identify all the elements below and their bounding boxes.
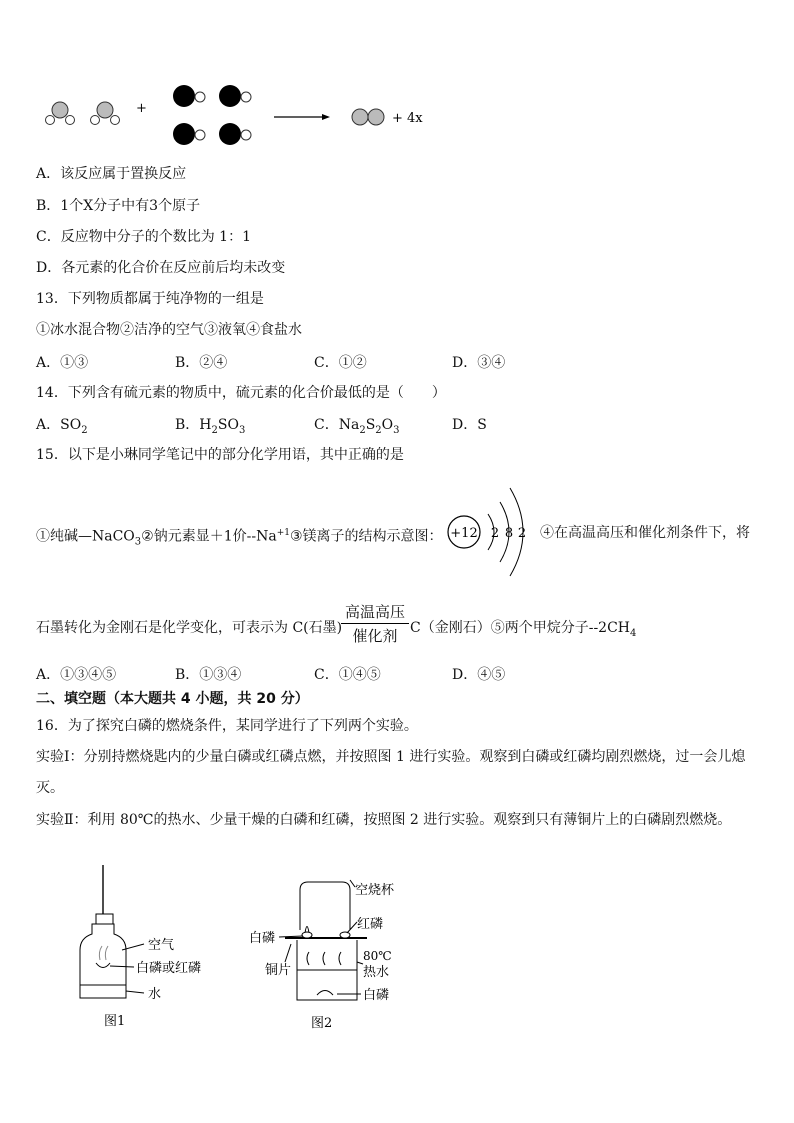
- fig2-label-red: 红磷: [357, 917, 384, 932]
- exp1-line1: 实验Ⅰ：分别持燃烧匙内的少量白磷或红磷点燃，并按照图 1 进行实验。观察到白磷或红磷均剧烈燃烧，过一会儿熄: [36, 749, 746, 765]
- q15-line2b: C（金刚石）⑤两个甲烷分子$--2CH_4$: [410, 620, 637, 639]
- ion-shell-1: 2: [490, 526, 500, 541]
- q14-option-c: C．$Na_2S_2O_3$: [314, 417, 400, 436]
- q13-items: ①冰水混合物②洁净的空气③液氧④食盐水: [36, 322, 302, 338]
- q15-stem: 15．以下是小琳同学笔记中的部分化学用语，其中正确的是: [36, 447, 404, 463]
- fig2-label-white2: 白磷: [363, 988, 390, 1003]
- q14-option-a: A．$SO_2$: [36, 417, 88, 436]
- reactant-molecule-5: [173, 123, 205, 145]
- q12-option-b: B．1个X分子中有3个原子: [36, 198, 201, 214]
- mg-ion-structure: [440, 480, 530, 580]
- fig1-label-air: 空气: [148, 938, 175, 953]
- condition-bottom: 催化剂: [352, 627, 398, 645]
- q14-stem: 14．下列含有硫元素的物质中，硫元素的化合价最低的是（ ）: [36, 385, 446, 401]
- figure-1: [70, 860, 230, 1035]
- fig2-label-beaker: 空烧杯: [355, 883, 395, 898]
- figure-2: [245, 870, 420, 1040]
- q15-line1: ①纯碱—NaCO$_3$②钠元素显＋1价$--Na^{+1}③$镁离子的结构示意图：: [36, 528, 443, 548]
- ion-shell-2: 8: [504, 526, 514, 541]
- product-molecule: [352, 109, 384, 125]
- q15-option-d: D．④⑤: [452, 667, 506, 683]
- q12-option-c: C．反应物中分子的个数比为 1：1: [36, 229, 251, 245]
- section-title: 二、填空题（本大题共 4 小题，共 20 分）: [36, 691, 309, 707]
- q15-option-b: B．①③④: [175, 667, 242, 683]
- reactant-molecule-1: [46, 102, 75, 125]
- q12-option-d: D．各元素的化合价在反应前后均未改变: [36, 260, 286, 276]
- ion-nucleus: +12: [450, 526, 478, 541]
- q15-line2a: 石墨转化为金刚石是化学变化，可表示为 C(石墨): [36, 620, 343, 636]
- fig2-label-temp: 80℃: [363, 949, 392, 963]
- q13-option-a: A．①③: [36, 355, 89, 371]
- condition-line: [341, 623, 409, 624]
- ion-shell-3: 2: [517, 526, 527, 541]
- q13-option-b: B．②④: [175, 355, 228, 371]
- reaction-condition: [341, 601, 409, 646]
- exp1-line2: 灭。: [36, 780, 64, 796]
- reactant-molecule-4: [219, 85, 251, 107]
- fig1-label-water: 水: [148, 987, 162, 1002]
- condition-top: 高温高压: [344, 603, 405, 621]
- q15-line1-cont: ④在高温高压和催化剂条件下，将: [540, 525, 750, 541]
- fig2-label-hot: 热水: [363, 965, 390, 980]
- q15-option-c: C．①④⑤: [314, 667, 381, 683]
- reactant-molecule-6: [219, 123, 251, 145]
- q14-option-b: B．$H_2SO_3$: [175, 417, 246, 436]
- svg-text:+: +: [136, 101, 147, 116]
- fig2-label-white: 白磷: [249, 931, 276, 946]
- q13-stem: 13．下列物质都属于纯净物的一组是: [36, 291, 264, 307]
- q16-stem: 16．为了探究白磷的燃烧条件，某同学进行了下列两个实验。: [36, 718, 418, 734]
- product-label: + 4x: [392, 111, 423, 126]
- reaction-arrow: [274, 114, 330, 120]
- fig1-label-phosphorus: 白磷或红磷: [136, 961, 202, 976]
- reaction-diagram: [0, 70, 460, 160]
- fig1-caption: 图1: [104, 1014, 126, 1029]
- q13-option-d: D．③④: [452, 355, 506, 371]
- q15-option-a: A．①③④⑤: [36, 667, 117, 683]
- fig2-label-cu: 铜片: [265, 963, 292, 978]
- q13-option-c: C．①②: [314, 355, 367, 371]
- reactant-molecule-3: [173, 85, 205, 107]
- reactant-molecule-2: [91, 102, 120, 125]
- exp2-line: 实验Ⅱ：利用 80℃的热水、少量干燥的白磷和红磷，按照图 2 进行实验。观察到只有薄铜片上的白磷剧烈燃烧。: [36, 812, 732, 828]
- q12-option-a: A．该反应属于置换反应: [36, 166, 187, 182]
- fig2-caption: 图2: [311, 1016, 333, 1031]
- q14-option-d: D．S: [452, 417, 487, 433]
